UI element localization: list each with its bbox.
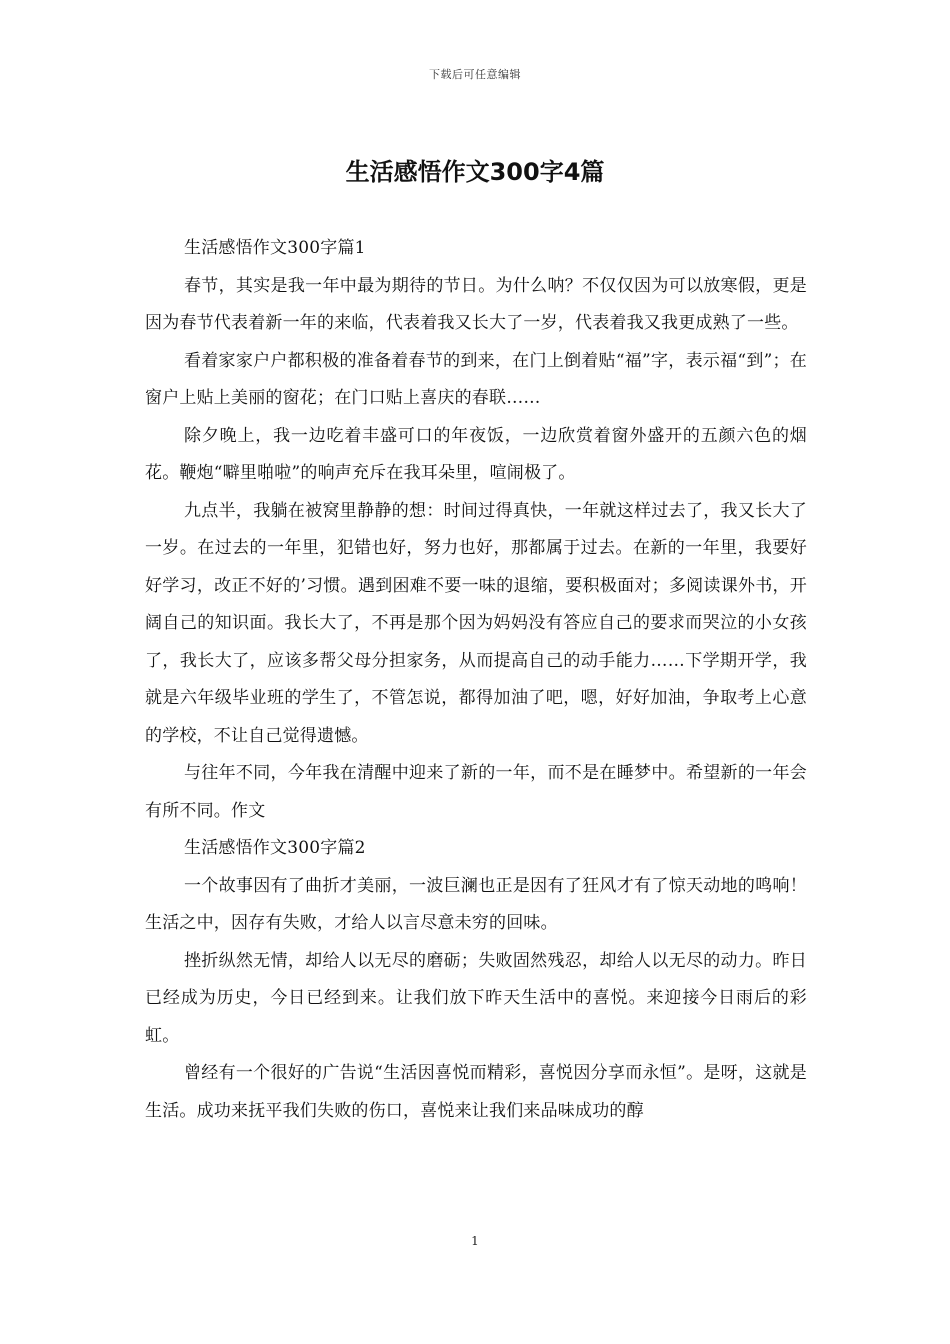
document-title: 生活感悟作文300字4篇 [345, 158, 605, 186]
header-note: 下载后可任意编辑 [429, 68, 521, 81]
paragraph: 除夕晚上，我一边吃着丰盛可口的年夜饭，一边欣赏着窗外盛开的五颜六色的烟花。鞭炮“噼里啪啦”的响声充斥在我耳朵里，喧闹极了。 [145, 425, 807, 483]
section-heading-2: 生活感悟作文300字篇2 [184, 838, 366, 858]
paragraph: 一个故事因有了曲折才美丽，一波巨澜也正是因有了狂风才有了惊天动地的鸣响！生活之中，因存有失败，才给人以言尽意未穷的回味。 [145, 875, 807, 933]
page-number: 1 [471, 1234, 479, 1248]
paragraph: 九点半，我躺在被窝里静静的想：时间过得真快，一年就这样过去了，我又长大了一岁。在过去的一年里，犯错也好，努力也好，那都属于过去。在新的一年里，我要好好学习，改正不好的’习惯。遇到困难不要一味的退缩，要积极面对；多阅读课外书，开阔自己的知识面。我长大了，不再是那个因为妈妈没有答应自己的要求而哭泣的小女孩了，我长大了，应该多帮父母分担家务，从而提高自己的动手能力……下学期开学，我就是六年级毕业班的学生了，不管怎说，都得加油了吧，嗯，好好加油，争取考上心意的学校，不让自己觉得遗憾。 [145, 500, 807, 746]
paragraph: 春节，其实是我一年中最为期待的节日。为什么呐？不仅仅因为可以放寒假，更是因为春节代表着新一年的来临，代表着我又长大了一岁，代表着我又我更成熟了一些。 [145, 275, 807, 333]
paragraph: 与往年不同，今年我在清醒中迎来了新的一年，而不是在睡梦中。希望新的一年会有所不同。作文 [145, 763, 807, 821]
document-body [145, 230, 807, 1130]
section-heading-1: 生活感悟作文300字篇1 [184, 238, 366, 258]
paragraph: 看着家家户户都积极的准备着春节的到来，在门上倒着贴“福”字，表示福“到”；在窗户上贴上美丽的窗花；在门口贴上喜庆的春联…… [145, 350, 807, 408]
paragraph: 曾经有一个很好的广告说“生活因喜悦而精彩，喜悦因分享而永恒”。是呀，这就是生活。成功来抚平我们失败的伤口，喜悦来让我们来品味成功的醇 [145, 1063, 807, 1121]
paragraph: 挫折纵然无情，却给人以无尽的磨砺；失败固然残忍，却给人以无尽的动力。昨日已经成为历史，今日已经到来。让我们放下昨天生活中的喜悦。来迎接今日雨后的彩虹。 [145, 950, 807, 1046]
